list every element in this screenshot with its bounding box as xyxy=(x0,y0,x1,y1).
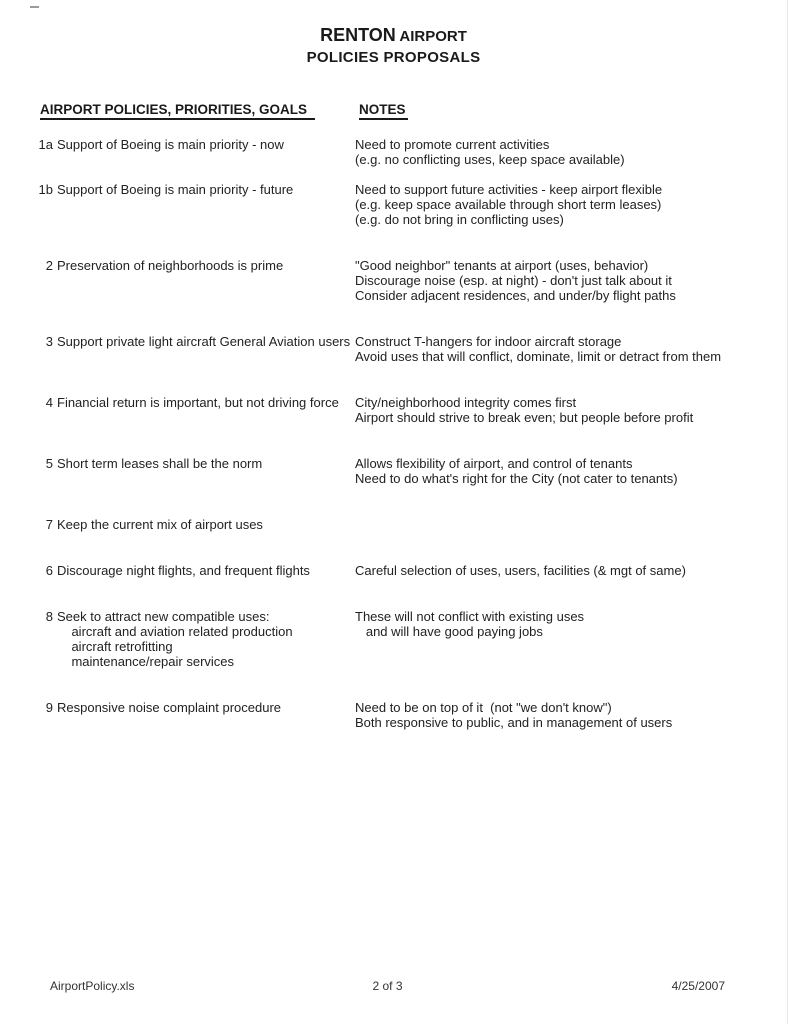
goal-line: aircraft retrofitting xyxy=(57,639,173,654)
title-line-2: POLICIES PROPOSALS xyxy=(306,49,481,66)
note-line: "Good neighbor" tenants at airport (uses, behavior) xyxy=(355,258,649,273)
notes-cell xyxy=(355,609,777,669)
notes-cell xyxy=(355,182,777,227)
notes-cell xyxy=(355,258,777,303)
row-number: 3 xyxy=(45,334,53,349)
goal-cell xyxy=(57,563,351,578)
row-number: 9 xyxy=(45,700,53,715)
note-line: Careful selection of uses, users, facilities (& mgt of same) xyxy=(355,563,686,578)
goal-line: Keep the current mix of airport uses xyxy=(57,517,263,532)
notes-cell xyxy=(355,395,777,425)
table-row xyxy=(38,700,777,730)
note-line: (e.g. no conflicting uses, keep space available) xyxy=(355,152,625,167)
notes-column-header-cell xyxy=(359,102,408,120)
notes-cell xyxy=(355,137,777,167)
row-number: 6 xyxy=(45,563,53,578)
goal-line: aircraft and aviation related production xyxy=(57,624,293,639)
note-line: Both responsive to public, and in management of users xyxy=(355,715,673,730)
goal-line: Preservation of neighborhoods is prime xyxy=(57,258,284,273)
note-line: and will have good paying jobs xyxy=(355,624,543,639)
row-number: 4 xyxy=(45,395,53,410)
note-line: Construct T-hangers for indoor aircraft storage xyxy=(355,334,622,349)
title-sub: AIRPORT xyxy=(395,28,467,45)
table-row xyxy=(38,334,777,364)
page-footer xyxy=(0,979,787,993)
table-row xyxy=(38,395,777,425)
note-line: (e.g. keep space available through short term leases) xyxy=(355,197,662,212)
table-row xyxy=(38,137,777,167)
notes-cell xyxy=(355,334,777,364)
row-number: 7 xyxy=(45,517,53,532)
table-row xyxy=(38,258,777,303)
row-number: 2 xyxy=(45,258,53,273)
goal-line: Financial return is important, but not driving force xyxy=(57,395,339,410)
notes-column-header: NOTES xyxy=(359,102,408,120)
note-line: City/neighborhood integrity comes first xyxy=(355,395,577,410)
goal-line: Seek to attract new compatible uses: xyxy=(57,609,270,624)
note-line: (e.g. do not bring in conflicting uses) xyxy=(355,212,564,227)
note-line: Avoid uses that will conflict, dominate, limit or detract from them xyxy=(355,349,722,364)
title-main: RENTON xyxy=(320,25,396,45)
goal-cell xyxy=(57,258,351,303)
footer-page-number: 2 of 3 xyxy=(372,979,403,993)
table-row xyxy=(38,609,777,669)
goal-line: Short term leases shall be the norm xyxy=(57,456,263,471)
scan-artifact xyxy=(30,6,39,8)
goal-line: Support private light aircraft General Aviation users xyxy=(57,334,351,349)
title-line-1 xyxy=(0,25,787,47)
goal-cell xyxy=(57,395,351,425)
goal-cell xyxy=(57,456,351,486)
row-number: 1a xyxy=(38,137,53,152)
note-line: Need to support future activities - keep airport flexible xyxy=(355,182,663,197)
note-line: Consider adjacent residences, and under/by flight paths xyxy=(355,288,676,303)
document-title xyxy=(0,0,787,68)
goals-column-header-cell xyxy=(40,102,359,120)
notes-cell xyxy=(355,517,777,532)
goal-line: Responsive noise complaint procedure xyxy=(57,700,282,715)
notes-cell xyxy=(355,563,777,578)
note-line: These will not conflict with existing uses xyxy=(355,609,585,624)
footer-date: 4/25/2007 xyxy=(671,979,725,993)
note-line: Need to promote current activities xyxy=(355,137,550,152)
note-line: Airport should strive to break even; but people before profit xyxy=(355,410,694,425)
note-line: Need to be on top of it (not "we don't know") xyxy=(355,700,612,715)
note-line: Need to do what's right for the City (not cater to tenants) xyxy=(355,471,678,486)
notes-cell xyxy=(355,456,777,486)
row-number: 1b xyxy=(38,182,53,197)
goal-line: Support of Boeing is main priority - now xyxy=(57,137,284,152)
table-row xyxy=(38,182,777,227)
note-line: Discourage noise (esp. at night) - don't just talk about it xyxy=(355,273,672,288)
goal-cell xyxy=(57,700,351,730)
table-row xyxy=(38,563,777,578)
row-number: 8 xyxy=(45,609,53,624)
notes-cell xyxy=(355,700,777,730)
goal-line: Discourage night flights, and frequent flights xyxy=(57,563,310,578)
footer-file-name: AirportPolicy.xls xyxy=(50,979,135,993)
note-line: Allows flexibility of airport, and control of tenants xyxy=(355,456,633,471)
goal-cell xyxy=(57,137,351,167)
row-number: 5 xyxy=(45,456,53,471)
goal-cell xyxy=(57,334,351,364)
goals-column-header: AIRPORT POLICIES, PRIORITIES, GOALS xyxy=(40,102,315,120)
table-row xyxy=(38,517,777,532)
goal-cell xyxy=(57,609,351,669)
column-headers xyxy=(40,102,787,120)
policy-rows xyxy=(0,137,787,730)
goal-cell xyxy=(57,517,351,532)
goal-line: Support of Boeing is main priority - future xyxy=(57,182,294,197)
table-row xyxy=(38,456,777,486)
goal-cell xyxy=(57,182,351,227)
goal-line: maintenance/repair services xyxy=(57,654,235,669)
